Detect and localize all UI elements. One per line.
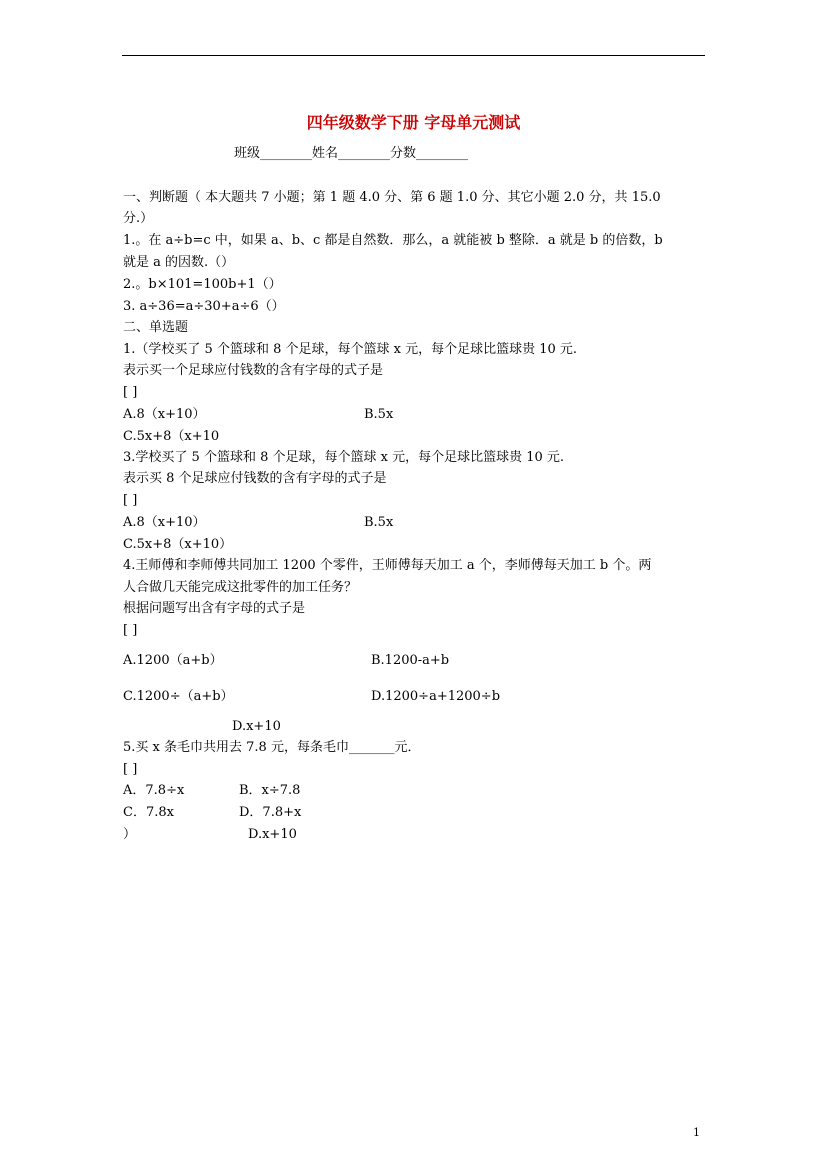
choice-question-3-cont: 表示买 8 个足球应付钱数的含有字母的式子是 [123, 471, 387, 486]
option-d-extra: D.x+10 [232, 719, 281, 734]
judge-question-1: 1.。在 a÷b=c 中，如果 a、b、c 都是自然数．那么，a 就能被 b 整除．a 就是 b 的倍数，b [123, 233, 663, 248]
option-a: A.1200（a+b） [123, 653, 223, 668]
answer-bracket: [ ] [123, 493, 138, 508]
option-d: D．7.8+x [239, 805, 302, 820]
option-b: B.5x [364, 407, 394, 422]
option-d: D.1200÷a+1200÷b [371, 689, 501, 704]
judge-question-1-cont: 就是 a 的因数.（） [123, 255, 235, 270]
choice-question-4-cont: 人合做几天能完成这批零件的加工任务？ [123, 580, 358, 595]
option-c: C.5x+8（x+10 [123, 429, 220, 444]
option-b: B.1200-a+b [371, 653, 450, 668]
option-a: A．7.8÷x [123, 783, 185, 798]
section1-heading-cont: 分.） [123, 211, 154, 226]
option-a: A.8（x+10） [123, 407, 206, 422]
student-info-line: 班级________姓名________分数________ [234, 146, 469, 161]
choice-question-1-cont: 表示买一个足球应付钱数的含有字母的式子是 [123, 363, 384, 378]
page-number: 1 [693, 1126, 700, 1139]
header-rule [122, 55, 705, 56]
answer-bracket: [ ] [123, 623, 138, 638]
option-b: B.5x [364, 515, 394, 530]
option-b: B．x÷7.8 [239, 783, 301, 798]
option-a: A.8（x+10） [123, 515, 206, 530]
choice-question-5: 5.买 x 条毛巾共用去 7.8 元，每条毛巾_______元． [123, 740, 421, 755]
judge-question-2: 2.。b×101=100b+1（） [123, 277, 282, 292]
judge-question-3: 3. a÷36=a÷30+a÷6（） [123, 299, 285, 314]
choice-question-4: 4.王师傅和李师傅共同加工 1200 个零件，王师傅每天加工 a 个，李师傅每天加工 b 个。两 [123, 558, 652, 573]
option-c: C．7.8x [123, 805, 174, 820]
option-c: C.5x+8（x+10） [123, 537, 233, 552]
section2-heading: 二、单选题 [123, 320, 189, 335]
option-c: C.1200÷（a+b） [123, 689, 234, 704]
choice-question-3: 3.学校买了 5 个篮球和 8 个足球，每个篮球 x 元，每个足球比篮球贵 10 元. [123, 450, 565, 465]
section1-heading: 一、判断题（ 本大题共 7 小题；第 1 题 4.0 分、第 6 题 1.0 分、其它小题 2.0 分，共 15.0 [123, 190, 661, 205]
answer-bracket: [ ] [123, 762, 138, 777]
choice-question-1: 1.（学校买了 5 个篮球和 8 个足球，每个篮球 x 元，每个足球比篮球贵 10 元. [123, 342, 578, 357]
option-d-extra: D.x+10 [248, 827, 297, 842]
choice-question-4-prompt: 根据问题写出含有字母的式子是 [123, 601, 306, 616]
stray-paren: ） [123, 827, 137, 842]
page-title: 四年级数学下册 字母单元测试 [306, 113, 521, 132]
answer-bracket: [ ] [123, 385, 138, 400]
